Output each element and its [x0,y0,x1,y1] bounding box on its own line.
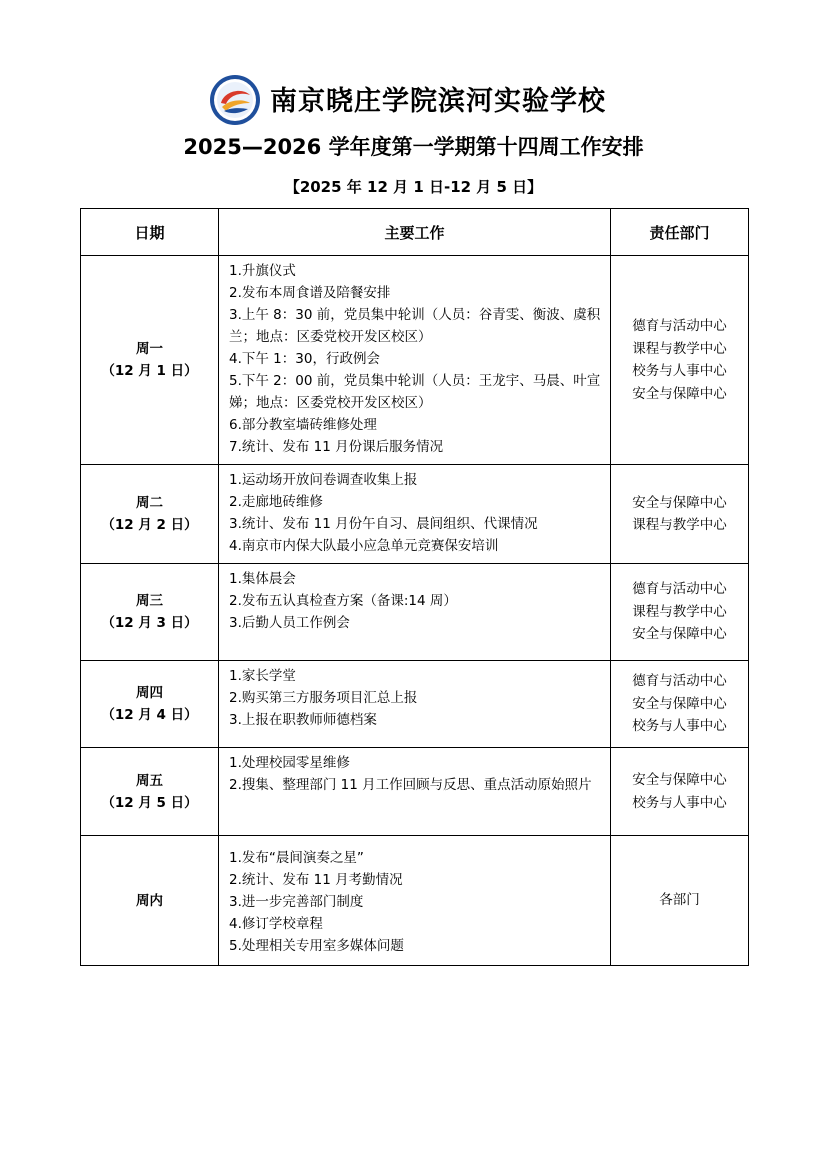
department-cell [611,564,749,661]
day-cell [81,465,219,564]
task-item: 2.搜集、整理部门 11 月工作回顾与反思、重点活动原始照片 [229,777,592,793]
department-item: 安全与保障中心 [632,772,727,788]
tasks-cell [219,465,611,564]
department-item: 校务与人事中心 [632,794,727,811]
task-item: 4.下午 1：30，行政例会 [229,351,380,367]
department-item: 德育与活动中心 [632,318,727,334]
work-schedule-table [80,208,749,966]
school-name: 南京晓庄学院滨河实验学校 [270,86,606,117]
department-item: 课程与教学中心 [632,517,727,533]
tasks-cell [219,748,611,836]
task-item: 2.购买第三方服务项目汇总上报 [229,690,418,706]
day-cell [81,564,219,661]
task-item: 1.处理校园零星维修 [229,755,350,771]
tasks-cell [219,256,611,465]
task-item: 3.上午 8：30 前，党员集中轮训（人员：谷青雯、衡波、虞积兰；地点：区委党校开发区校区） [229,307,601,345]
task-item: 4.修订学校章程 [229,915,323,932]
school-emblem-icon [208,73,262,127]
day-name: 周一 [136,341,163,357]
task-item: 1.升旗仪式 [229,263,296,279]
task-item: 3.进一步完善部门制度 [229,893,364,910]
department-item: 德育与活动中心 [632,581,727,598]
department-item: 安全与保障中心 [632,695,727,712]
header-date: 日期 [81,209,219,256]
day-date: （12 月 4 日） [101,707,198,723]
task-item: 1.发布“晨间演奏之星” [229,849,364,866]
task-item: 2.走廊地砖维修 [229,494,323,510]
tasks-cell [219,661,611,748]
task-item: 6.部分教室墙砖维修处理 [229,417,377,433]
task-item: 2.发布本周食谱及陪餐安排 [229,285,391,301]
day-date: （12 月 1 日） [101,363,198,379]
task-item: 1.家长学堂 [229,668,296,684]
task-item: 1.集体晨会 [229,571,296,587]
table-row [81,748,749,836]
department-item: 安全与保障中心 [632,626,727,643]
tasks-cell [219,564,611,661]
day-date: （12 月 2 日） [101,517,198,533]
table-row [81,256,749,465]
day-name: 周内 [136,892,163,909]
department-cell [611,465,749,564]
day-cell [81,748,219,836]
tasks-cell [219,836,611,966]
document-title: 2025—2026 学年度第一学期第十四周工作安排 [183,135,644,159]
department-cell [611,836,749,966]
task-item: 2.统计、发布 11 月考勤情况 [229,871,403,888]
day-name: 周四 [136,685,163,701]
day-name: 周五 [136,772,163,789]
task-item: 3.统计、发布 11 月份午自习、晨间组织、代课情况 [229,516,538,532]
day-cell [81,836,219,966]
date-range: 【2025 年 12 月 1 日-12 月 5 日】 [284,178,543,196]
day-cell [81,256,219,465]
department-item: 德育与活动中心 [632,673,727,690]
day-date: （12 月 5 日） [101,794,198,811]
document-header [0,70,827,130]
department-item: 课程与教学中心 [632,340,727,357]
department-cell [611,748,749,836]
department-item: 校务与人事中心 [632,363,727,379]
department-item: 安全与保障中心 [632,385,727,402]
task-item: 7.统计、发布 11 月份课后服务情况 [229,439,444,455]
table-row [81,836,749,966]
task-item: 4.南京市内保大队最小应急单元竞赛保安培训 [229,538,499,554]
day-name: 周三 [136,593,163,609]
task-item: 3.后勤人员工作例会 [229,615,350,631]
day-date: （12 月 3 日） [101,615,198,631]
table-header-row [81,209,749,256]
day-name: 周二 [136,495,163,511]
department-cell [611,256,749,465]
header-main-work: 主要工作 [219,209,611,256]
table-row [81,661,749,748]
task-item: 3.上报在职教师师德档案 [229,712,377,728]
task-item: 5.下午 2：00 前，党员集中轮训（人员：王龙宇、马晨、叶宣娣；地点：区委党校开发区校区） [229,373,601,411]
department-item: 各部门 [659,892,700,909]
table-row [81,564,749,661]
department-cell [611,661,749,748]
department-item: 安全与保障中心 [632,494,727,511]
department-item: 课程与教学中心 [632,603,727,620]
header-department: 责任部门 [611,209,749,256]
department-item: 校务与人事中心 [632,718,727,735]
task-item: 5.处理相关专用室多媒体问题 [229,937,404,954]
table-row [81,465,749,564]
task-item: 2.发布五认真检查方案（备课:14 周） [229,593,457,609]
task-item: 1.运动场开放问卷调查收集上报 [229,472,418,488]
day-cell [81,661,219,748]
